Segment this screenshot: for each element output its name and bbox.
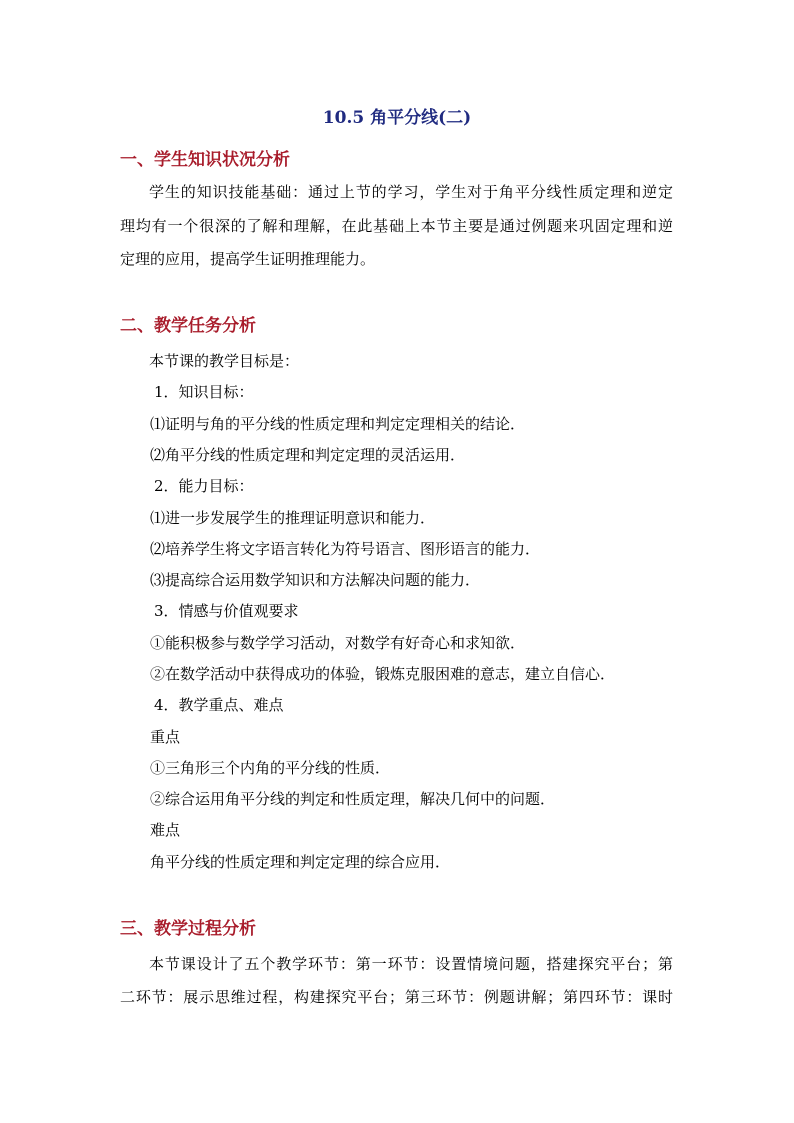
list-item: 3．情感与价值观要求 [154, 602, 299, 620]
list-item: 4．教学重点、难点 [154, 696, 284, 714]
section-heading-3: 三、教学过程分析 [120, 919, 256, 939]
list-item: ⑵培养学生将文字语言转化为符号语言、图形语言的能力． [150, 540, 541, 558]
list-item: ⑵角平分线的性质定理和判定定理的灵活运用． [150, 446, 466, 464]
list-item: 角平分线的性质定理和判定定理的综合应用． [150, 853, 451, 871]
section-heading-1: 一、学生知识状况分析 [120, 150, 290, 170]
list-item: ①三角形三个内角的平分线的性质． [150, 759, 391, 777]
paragraph-line: 本节课设计了五个教学环节：第一环节：设置情境问题，搭建探究平台；第 [149, 955, 673, 973]
list-item: 重点 [150, 728, 181, 746]
list-item: 2．能力目标： [154, 477, 254, 495]
paragraph-line: 二环节：展示思维过程，构建探究平台；第三环节：例题讲解；第四环节：课时 [120, 988, 673, 1006]
list-item: ⑴证明与角的平分线的性质定理和判定定理相关的结论． [150, 415, 526, 433]
list-item: ⑴进一步发展学生的推理证明意识和能力． [150, 509, 436, 527]
list-item: ⑶提高综合运用数学知识和方法解决问题的能力． [150, 571, 481, 589]
list-item: ②综合运用角平分线的判定和性质定理，解决几何中的问题． [150, 790, 556, 808]
list-item: ①能积极参与数学学习活动，对数学有好奇心和求知欲． [150, 634, 526, 652]
list-item: 1．知识目标： [154, 383, 254, 401]
paragraph-line: 理均有一个很深的了解和理解，在此基础上本节主要是通过例题来巩固定理和逆 [120, 217, 673, 235]
document-title: 10.5 角平分线(二) [322, 108, 472, 128]
section-heading-2: 二、教学任务分析 [120, 316, 256, 336]
list-item: 难点 [150, 821, 181, 839]
list-item: ②在数学活动中获得成功的体验，锻炼克服困难的意志，建立自信心． [150, 665, 616, 683]
paragraph-line: 本节课的教学目标是： [149, 352, 300, 370]
paragraph-line: 定理的应用，提高学生证明推理能力。 [120, 250, 376, 268]
paragraph-line: 学生的知识技能基础：通过上节的学习，学生对于角平分线性质定理和逆定 [149, 183, 673, 201]
